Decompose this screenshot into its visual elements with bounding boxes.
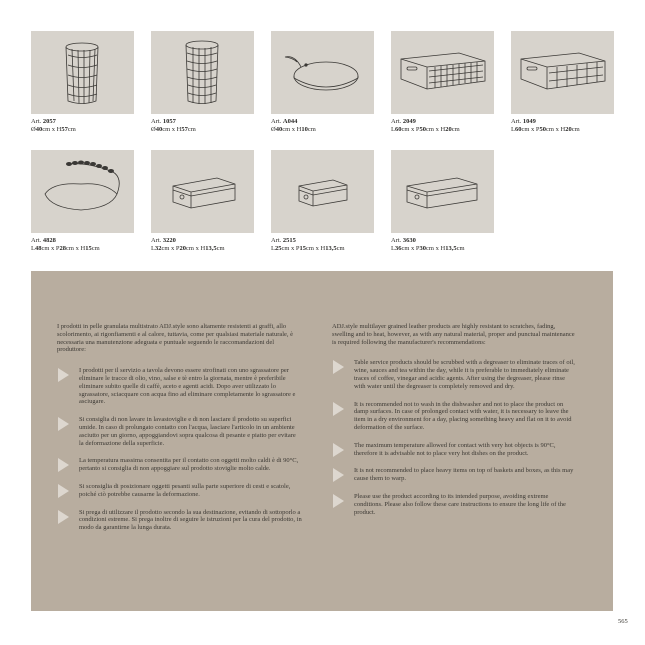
care-item: I prodotti per il servizio a tavola devono essere strofinati con uno sgrassatore per eliminare le tracce di olio, vino, salse e tè entro la giornata, mentre è preferibile eliminare subito quelle di caffè, aceto e agenti acidi. Dopo aver utilizzato lo sgrassatore, sciacquare con acqua fino ad eliminare completamente lo sgrassatore e asciugare. <box>57 367 302 406</box>
dimension-text: cm x P <box>521 126 540 133</box>
bullet-triangle-icon <box>58 417 69 431</box>
rect-tray-woven-icon <box>391 31 494 114</box>
dimension-text: cm <box>67 126 76 133</box>
dimension-text: cm <box>91 245 100 252</box>
care-item: The maximum temperature allowed for contact with very hot objects is 90°C, therefore it is advisable not to place very hot dishes on the product. <box>332 442 577 458</box>
dimension-text: cm <box>187 126 196 133</box>
dimension-value: 15 <box>85 245 92 252</box>
product-caption: Art. 2049 L60cm x P50cm x H20cm <box>391 118 503 134</box>
product-caption: Art. 1057 Ø40cm x H57cm <box>151 118 263 134</box>
care-italian-column <box>57 323 302 542</box>
dimension-text: cm <box>456 245 465 252</box>
dimension-value: 28 <box>59 245 67 252</box>
product-dimensions <box>151 126 263 134</box>
dimension-text: cm <box>571 126 580 133</box>
dimension-value: 10 <box>301 126 308 133</box>
product-dimensions <box>151 245 263 253</box>
dimension-text: cm <box>216 245 225 252</box>
dimension-text: cm x H <box>162 126 182 133</box>
product-caption: Art. 2057 Ø40cm x H57cm <box>31 118 143 134</box>
dimension-text: cm <box>336 245 345 252</box>
lidded-box-large-icon <box>391 150 494 233</box>
dimension-value: 25 <box>274 245 282 252</box>
care-item: Si prega di utilizzare il prodotto secondo la sua destinazione, evitando di sottoporlo a condizioni estreme. Si prega inoltre di seguire le istruzioni per la cura del prodotto, in modo da garantirne la lunga durata. <box>57 509 302 532</box>
product-caption: Art. A044 Ø40cm x H10cm <box>271 118 383 134</box>
bullet-triangle-icon <box>58 510 69 524</box>
dimension-value: 50 <box>419 126 427 133</box>
bullet-triangle-icon <box>58 484 69 498</box>
dimension-value: 40 <box>155 126 163 133</box>
dimension-value: 13,5 <box>205 245 217 252</box>
page-number: 565 <box>618 618 628 625</box>
dimension-text: Ø <box>31 126 36 133</box>
product-dimensions <box>271 245 383 253</box>
care-item: Si consiglia di non lavare in lavastoviglie e di non lasciare il prodotto su superfici umide. In caso di prolungato contatto con l'acqua, lasciare l'articolo in un ambiente asciutto per un giorno, appoggiandovi sopra qualcosa di pesante e piatto per evitare la deformazione della superficie. <box>57 416 302 447</box>
dimension-value: 15 <box>299 245 307 252</box>
round-basket-woven-icon <box>151 31 254 114</box>
dimension-text: L <box>271 245 275 252</box>
care-item: It is not recommended to place heavy items on top of baskets and boxes, as this may cause them to warp. <box>332 467 577 483</box>
dimension-text: cm x H <box>306 245 326 252</box>
dimension-text: Ø <box>271 126 276 133</box>
dimension-text: cm x H <box>186 245 206 252</box>
product-image <box>151 31 254 114</box>
dimension-text: Ø <box>151 126 156 133</box>
bullet-triangle-icon <box>333 468 344 482</box>
product-image <box>151 150 254 233</box>
dimension-text: cm x P <box>281 245 300 252</box>
rect-tray-handles-icon <box>511 31 614 114</box>
dimension-text: cm x P <box>401 245 420 252</box>
product-image <box>511 31 614 114</box>
care-intro-it: I prodotti in pelle granulata multistrato ADJ.style sono altamente resistenti ai graffi, allo scolorimento, ai rigonfiamenti e al calore, tuttavia, come per qualsiasi materiale naturale, è necessaria una manutenzione adeguata e puntuale seguendo le raccomandazioni del produttore: <box>57 323 294 354</box>
dimension-value: 30 <box>419 245 427 252</box>
dimension-value: 50 <box>539 126 547 133</box>
round-tray-icon <box>271 31 374 114</box>
dimension-value: 48 <box>34 245 42 252</box>
product-dimensions <box>31 126 143 134</box>
care-item: La temperatura massima consentita per il contatto con oggetti molto caldi è di 90°C, pertanto si consiglia di non appoggiare sul prodotto stoviglie molto calde. <box>57 457 302 473</box>
dimension-text: cm x H <box>42 126 62 133</box>
product-caption: Art. 3630 L36cm x P30cm x H13,5cm <box>391 237 503 253</box>
dimension-text: cm <box>451 126 460 133</box>
round-basket-tall-icon <box>31 31 134 114</box>
dimension-text: cm x H <box>66 245 86 252</box>
dimension-value: 60 <box>394 126 402 133</box>
dimension-value: 20 <box>565 126 572 133</box>
product-caption: Art. 4828 L48cm x P28cm x H15cm <box>31 237 143 253</box>
product-image <box>31 150 134 233</box>
dimension-value: 13,5 <box>325 245 337 252</box>
product-caption: Art. 2515 L25cm x P15cm x H13,5cm <box>271 237 383 253</box>
dimension-value: 32 <box>154 245 162 252</box>
dimension-value: 20 <box>445 126 452 133</box>
dimension-text: L <box>511 126 515 133</box>
dimension-text: L <box>31 245 35 252</box>
dimension-value: 40 <box>275 126 283 133</box>
dimension-text: cm x P <box>41 245 60 252</box>
dimension-text: cm x P <box>161 245 180 252</box>
product-image <box>271 150 374 233</box>
dimension-text: cm x H <box>426 245 446 252</box>
dimension-value: 57 <box>61 126 68 133</box>
dimension-value: 40 <box>35 126 43 133</box>
bullet-triangle-icon <box>333 360 344 374</box>
bullet-triangle-icon <box>333 402 344 416</box>
oval-bowl-icon <box>31 150 134 233</box>
dimension-text: cm x H <box>282 126 302 133</box>
dimension-text: L <box>391 126 395 133</box>
product-dimensions <box>391 126 503 134</box>
product-caption: Art. 3220 L32cm x P20cm x H13,5cm <box>151 237 263 253</box>
dimension-text: L <box>391 245 395 252</box>
dimension-value: 13,5 <box>445 245 457 252</box>
lidded-box-icon <box>151 150 254 233</box>
product-image <box>271 31 374 114</box>
product-image <box>391 150 494 233</box>
care-intro-en: ADJ.style multilayer grained leather products are highly resistant to scratches, fading, swelling and to heat, however, as with any natural material, proper and punctual maintenance is required following the manufacturer's recommendations: <box>332 323 575 346</box>
dimension-text: L <box>151 245 155 252</box>
bullet-triangle-icon <box>333 494 344 508</box>
bullet-triangle-icon <box>58 458 69 472</box>
bullet-triangle-icon <box>333 443 344 457</box>
dimension-text: cm <box>307 126 316 133</box>
dimension-text: cm x H <box>426 126 446 133</box>
dimension-value: 20 <box>179 245 187 252</box>
product-dimensions <box>391 245 503 253</box>
product-image <box>31 31 134 114</box>
product-image <box>391 31 494 114</box>
dimension-value: 57 <box>181 126 188 133</box>
care-item: It is recommended not to wash in the dishwasher and not to place the product on damp surfaces. In case of prolonged contact with water, it is necessary to leave the item in a dry environment for a day, placing something heavy and flat on it to avoid deformation of the surface. <box>332 401 577 432</box>
dimension-value: 36 <box>394 245 402 252</box>
product-dimensions <box>511 126 623 134</box>
care-item: Table service products should be scrubbed with a degreaser to eliminate traces of oil, wine, sauces and tea within the day, while it is preferable to immediately eliminate traces of coffee, vinegar and acidic agents. After using the degreaser, please rinse with water until the degreaser is completely removed and dry. <box>332 359 577 390</box>
product-dimensions <box>31 245 143 253</box>
care-item: Si sconsiglia di posizionare oggetti pesanti sulla parte superiore di cesti e scatole, poiché ciò potrebbe causarne la deformazione. <box>57 483 302 499</box>
dimension-text: cm x H <box>546 126 566 133</box>
bullet-triangle-icon <box>58 368 69 382</box>
product-dimensions <box>271 126 383 134</box>
dimension-value: 60 <box>514 126 522 133</box>
product-caption: Art. 1049 L60cm x P50cm x H20cm <box>511 118 623 134</box>
lidded-box-small-icon <box>271 150 374 233</box>
care-instructions-panel <box>31 271 613 611</box>
dimension-text: cm x P <box>401 126 420 133</box>
care-item: Please use the product according to its intended purpose, avoiding extreme conditions. Please also follow these care instructions to ensure the long life of the product. <box>332 493 577 516</box>
care-english-column <box>332 323 577 526</box>
